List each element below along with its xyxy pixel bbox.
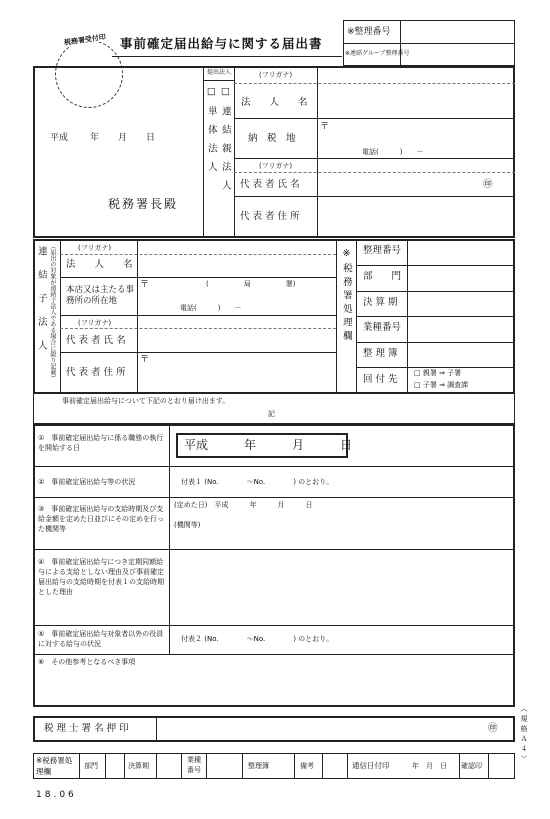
postal-mark-1: 〒: [320, 122, 330, 132]
sub-rep-name-field[interactable]: [138, 329, 335, 351]
office-row-seiribo: 整 理 簿: [363, 348, 398, 359]
rep-address-label: 代 表 者 住 所: [240, 211, 300, 222]
kaifu-option-1: □ 親署 ⇒ 子署: [414, 369, 462, 377]
office-row-kessan: 決 算 期: [363, 297, 398, 308]
item-3-label: ③ 事前確定届出給与の支給時期及び支給金額を定めた日並びにその定めを行った機関等: [38, 505, 164, 534]
tax-accountant-label: 税 理 士 署 名 押 印: [44, 723, 129, 734]
item-5-value: 付表２ (No. ～No. ) のとおり。: [181, 635, 334, 643]
tax-accountant-seal: ㊞: [488, 723, 498, 734]
item-3-organ: (機関等): [174, 521, 201, 529]
bottom-col-tsushin: 通信日付印: [352, 761, 390, 770]
date-era: 平成: [50, 133, 69, 143]
item-4-label: ④ 事前確定届出給与につき定期同額給与による支給としない理由及び事前確定届出給与の支給時期を付表１の支給時期とした理由: [38, 558, 164, 597]
item-2-value: 付表１ (No. ～No. ) のとおり。: [181, 478, 334, 486]
tax-office-chief: 税務署長殿: [108, 197, 179, 211]
sub-corp-name-label: 法 人 名: [66, 259, 133, 270]
office-row-seiri: 整理番号: [363, 245, 402, 256]
ki-label: 記: [268, 410, 275, 418]
corp-name-field[interactable]: [318, 84, 514, 118]
bottom-col-biko: 備考: [300, 762, 314, 770]
bottom-office-label: ※税務署処理欄: [36, 756, 73, 777]
date-year: 年: [90, 133, 100, 143]
bottom-col-gyoshu: 業種番号: [187, 756, 201, 775]
date-month: 月: [118, 133, 128, 143]
sub-postal-1: 〒: [140, 280, 150, 290]
seiri-number-label: ※整理番号: [347, 27, 391, 37]
footer-code: 18.06: [36, 790, 77, 800]
office-row-bumon: 部 門: [363, 271, 402, 282]
submitter-label: 提出法人: [207, 69, 232, 76]
office-use-side-label: ※税務署処理欄: [340, 248, 352, 344]
intro-text: 事前確定届出給与について下記のとおり届け出ます。: [62, 397, 230, 405]
item-1-value: 平成 年 月 日: [184, 438, 353, 452]
sub-rep-address-label: 代 表 者 住 所: [66, 367, 126, 378]
subsidiary-side-note: （届出の対象が連結子法人である場合に限り記載）: [48, 243, 56, 381]
rep-address-field[interactable]: [318, 197, 514, 237]
furigana-2: (フリガナ): [259, 162, 293, 170]
office-row-kaifu: 回 付 先: [363, 374, 398, 385]
address-field[interactable]: [318, 119, 514, 158]
item-5-label: ⑤ 事前確定届出給与対象者以外の役員に対する給与の状況: [38, 630, 164, 648]
bottom-col-seiribo: 整理簿: [248, 762, 269, 770]
bottom-col-bumon: 部門: [84, 762, 98, 770]
address-label: 納 税 地: [248, 133, 296, 144]
bottom-col-kakunin: 確認印: [461, 762, 482, 770]
sub-bureau: ( 局 署): [206, 280, 296, 288]
sub-furigana-1: (フリガナ): [78, 244, 112, 252]
sub-postal-2: 〒: [140, 355, 150, 365]
receipt-stamp-label: 税務署受付印: [63, 33, 107, 47]
rep-name-label: 代 表 者 氏 名: [240, 179, 300, 190]
kaifu-option-2: □ 子署 ⇒ 調査課: [414, 381, 469, 389]
title-underline: [112, 56, 342, 57]
bottom-col-kessan: 決算期: [128, 762, 149, 770]
item-4-field[interactable]: [170, 550, 514, 624]
item-2-label: ② 事前確定届出給与等の状況: [38, 478, 136, 486]
renketsu-seiri-label: ※連結グループ整理番号: [345, 50, 410, 57]
corp-name-label: 法 人 名: [241, 97, 308, 108]
sub-furigana-2: (フリガナ): [78, 319, 112, 327]
sub-rep-address-field[interactable]: [138, 353, 335, 393]
sub-phone: 電話( ) －: [180, 304, 242, 312]
subsidiary-side-label: 連結子法人: [35, 246, 47, 364]
sub-corp-name-field[interactable]: [138, 255, 335, 277]
sub-rep-name-label: 代 表 者 氏 名: [66, 335, 126, 346]
option-consolidated-parent: □ 連 結 親 法 人: [219, 86, 231, 193]
item-3-date: (定めた日) 平成 年 月 日: [174, 501, 313, 509]
form-title: 事前確定届出給与に関する届出書: [120, 36, 323, 51]
furigana-1: (フリガナ): [259, 71, 293, 79]
seal-mark-1: ㊞: [483, 179, 493, 190]
sub-office-label: 本店又は主たる事務所の所在地: [66, 285, 135, 307]
date-day: 日: [146, 133, 156, 143]
office-row-gyoshu: 業種番号: [363, 322, 402, 333]
tax-accountant-field[interactable]: [157, 717, 482, 741]
item-6-field[interactable]: [34, 670, 514, 706]
rep-name-field[interactable]: [318, 173, 478, 195]
option-single-corp: □ 単 体 法 人: [205, 86, 217, 175]
phone-label-1: 電話( ) －: [362, 148, 424, 156]
item-1-label: ① 事前確定届出給与に係る職務の執行を開始する日: [38, 434, 164, 452]
size-note: （規格Ａ４）: [520, 705, 529, 765]
bottom-col-date: 年 月 日: [412, 762, 447, 770]
item-6-label: ⑥ その他参考となるべき事項: [38, 658, 136, 666]
